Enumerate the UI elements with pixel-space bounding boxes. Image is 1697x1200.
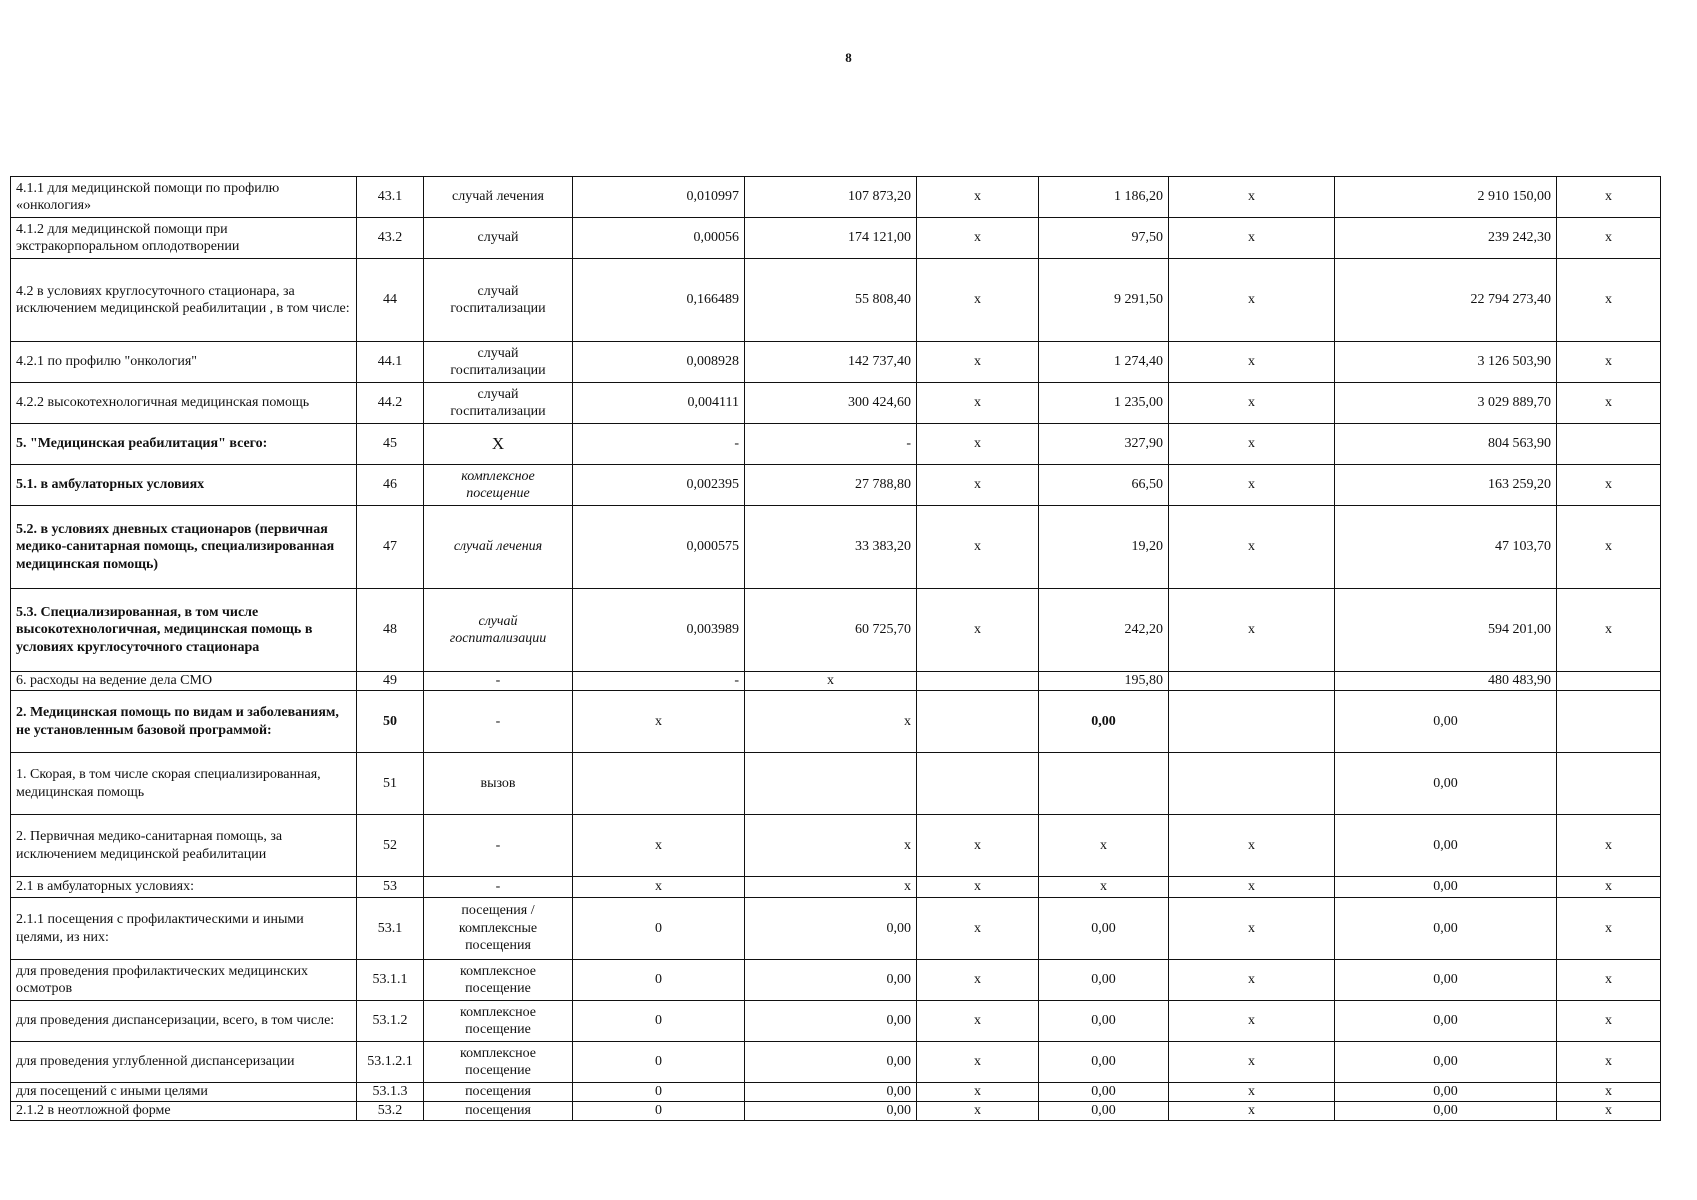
row-col-8 <box>1169 672 1335 691</box>
row-name: 2.1.2 в неотложной форме <box>11 1102 357 1121</box>
row-unit: случай госпитализации <box>424 259 573 342</box>
row-col-8: х <box>1169 218 1335 259</box>
table-row <box>11 1102 1661 1121</box>
row-col-10 <box>1557 672 1661 691</box>
table-row <box>11 960 1661 1001</box>
row-unit: - <box>424 691 573 753</box>
row-code: 52 <box>357 815 424 877</box>
row-col-8: х <box>1169 898 1335 960</box>
row-per-capita: 0,00 <box>1039 691 1169 753</box>
row-name: 5.1. в амбулаторных условиях <box>11 465 357 506</box>
row-code: 44 <box>357 259 424 342</box>
row-norm-volume <box>573 753 745 815</box>
row-name: для проведения углубленной диспансеризации <box>11 1042 357 1083</box>
row-code: 53.1.2 <box>357 1001 424 1042</box>
table-row <box>11 259 1661 342</box>
row-code: 44.1 <box>357 342 424 383</box>
row-col-10: х <box>1557 1001 1661 1042</box>
row-col-10: х <box>1557 589 1661 672</box>
row-total-cost: 0,00 <box>1335 1083 1557 1102</box>
row-col-8: х <box>1169 960 1335 1001</box>
row-col-6 <box>917 672 1039 691</box>
row-unit-cost: 55 808,40 <box>745 259 917 342</box>
row-code: 53.2 <box>357 1102 424 1121</box>
row-total-cost: 3 029 889,70 <box>1335 383 1557 424</box>
table-row <box>11 898 1661 960</box>
row-code: 51 <box>357 753 424 815</box>
table-row <box>11 383 1661 424</box>
row-norm-volume: - <box>573 424 745 465</box>
row-col-8: х <box>1169 1042 1335 1083</box>
row-unit: - <box>424 877 573 898</box>
row-col-6: х <box>917 589 1039 672</box>
row-unit-cost: 33 383,20 <box>745 506 917 589</box>
row-norm-volume: 0,003989 <box>573 589 745 672</box>
row-col-10: х <box>1557 877 1661 898</box>
row-unit-cost: 0,00 <box>745 1001 917 1042</box>
row-per-capita: 9 291,50 <box>1039 259 1169 342</box>
row-col-10: х <box>1557 465 1661 506</box>
row-per-capita: 19,20 <box>1039 506 1169 589</box>
row-norm-volume: 0,008928 <box>573 342 745 383</box>
row-col-8: х <box>1169 465 1335 506</box>
row-name: 2. Первичная медико-санитарная помощь, за исключением медицинской реабилитации <box>11 815 357 877</box>
row-col-6: х <box>917 342 1039 383</box>
row-col-6: х <box>917 383 1039 424</box>
row-col-6: х <box>917 218 1039 259</box>
row-norm-volume: 0,000575 <box>573 506 745 589</box>
row-unit-cost: 107 873,20 <box>745 177 917 218</box>
row-name: 5. "Медицинская реабилитация" всего: <box>11 424 357 465</box>
row-name: 1. Скорая, в том числе скорая специализированная, медицинская помощь <box>11 753 357 815</box>
row-col-8: х <box>1169 506 1335 589</box>
table-row <box>11 342 1661 383</box>
row-norm-volume: 0 <box>573 898 745 960</box>
row-unit-cost: 0,00 <box>745 1102 917 1121</box>
row-col-8: х <box>1169 1083 1335 1102</box>
row-per-capita: 1 186,20 <box>1039 177 1169 218</box>
row-norm-volume: х <box>573 691 745 753</box>
row-name: 5.2. в условиях дневных стационаров (первичная медико-санитарная помощь, специализированная медицинская помощь) <box>11 506 357 589</box>
row-code: 53.1.1 <box>357 960 424 1001</box>
row-per-capita: 97,50 <box>1039 218 1169 259</box>
row-name: 2. Медицинская помощь по видам и заболеваниям, не установленным базовой программой: <box>11 691 357 753</box>
row-per-capita: 0,00 <box>1039 1083 1169 1102</box>
table-row <box>11 506 1661 589</box>
row-norm-volume: 0,00056 <box>573 218 745 259</box>
row-unit: случай госпитализации <box>424 342 573 383</box>
row-name: для посещений с иными целями <box>11 1083 357 1102</box>
row-col-6: х <box>917 1001 1039 1042</box>
row-unit: - <box>424 672 573 691</box>
row-name: для проведения профилактических медицинских осмотров <box>11 960 357 1001</box>
row-unit-cost: 60 725,70 <box>745 589 917 672</box>
row-col-8: х <box>1169 1001 1335 1042</box>
row-per-capita: 0,00 <box>1039 898 1169 960</box>
row-code: 44.2 <box>357 383 424 424</box>
table-row <box>11 877 1661 898</box>
row-unit: случай <box>424 218 573 259</box>
row-per-capita: 195,80 <box>1039 672 1169 691</box>
row-code: 50 <box>357 691 424 753</box>
row-col-10: х <box>1557 1102 1661 1121</box>
row-col-8: х <box>1169 877 1335 898</box>
row-col-8: х <box>1169 815 1335 877</box>
table-row <box>11 753 1661 815</box>
row-code: 53 <box>357 877 424 898</box>
row-total-cost: 239 242,30 <box>1335 218 1557 259</box>
table-row <box>11 1042 1661 1083</box>
row-norm-volume: 0 <box>573 1102 745 1121</box>
row-col-6: х <box>917 424 1039 465</box>
row-unit: посещения <box>424 1083 573 1102</box>
row-unit-cost <box>745 753 917 815</box>
row-col-10: х <box>1557 815 1661 877</box>
row-col-6: х <box>917 259 1039 342</box>
row-unit: комплексное посещение <box>424 1042 573 1083</box>
row-unit: посещения <box>424 1102 573 1121</box>
row-unit-cost: х <box>745 877 917 898</box>
row-col-10: х <box>1557 342 1661 383</box>
row-per-capita: 0,00 <box>1039 960 1169 1001</box>
table-row <box>11 465 1661 506</box>
row-total-cost: 0,00 <box>1335 960 1557 1001</box>
row-code: 45 <box>357 424 424 465</box>
row-code: 48 <box>357 589 424 672</box>
row-code: 43.2 <box>357 218 424 259</box>
row-unit: случай лечения <box>424 506 573 589</box>
row-total-cost: 0,00 <box>1335 877 1557 898</box>
row-col-6 <box>917 753 1039 815</box>
row-col-10 <box>1557 753 1661 815</box>
row-name: 4.2.2 высокотехнологичная медицинская помощь <box>11 383 357 424</box>
row-code: 46 <box>357 465 424 506</box>
row-col-6: х <box>917 898 1039 960</box>
row-col-8: х <box>1169 342 1335 383</box>
row-name: 2.1 в амбулаторных условиях: <box>11 877 357 898</box>
row-col-10: х <box>1557 1042 1661 1083</box>
row-total-cost: 0,00 <box>1335 898 1557 960</box>
row-code: 53.1.3 <box>357 1083 424 1102</box>
row-unit-cost: 142 737,40 <box>745 342 917 383</box>
row-total-cost: 0,00 <box>1335 753 1557 815</box>
row-norm-volume: х <box>573 815 745 877</box>
table-row <box>11 672 1661 691</box>
row-total-cost: 47 103,70 <box>1335 506 1557 589</box>
row-total-cost: 480 483,90 <box>1335 672 1557 691</box>
row-unit: - <box>424 815 573 877</box>
row-per-capita: 1 274,40 <box>1039 342 1169 383</box>
row-unit-cost: 300 424,60 <box>745 383 917 424</box>
row-name: 5.3. Специализированная, в том числе высокотехнологичная, медицинская помощь в условиях круглосуточного стационара <box>11 589 357 672</box>
row-unit: случай госпитализации <box>424 383 573 424</box>
row-col-6: х <box>917 177 1039 218</box>
data-table <box>10 176 1661 1121</box>
row-col-6: х <box>917 506 1039 589</box>
row-col-8: х <box>1169 177 1335 218</box>
row-unit-cost: 0,00 <box>745 1042 917 1083</box>
row-name: 4.1.2 для медицинской помощи при экстракорпоральном оплодотворении <box>11 218 357 259</box>
row-unit: комплексное посещение <box>424 960 573 1001</box>
row-col-8: х <box>1169 1102 1335 1121</box>
table-row <box>11 691 1661 753</box>
row-unit: случай лечения <box>424 177 573 218</box>
row-per-capita: 66,50 <box>1039 465 1169 506</box>
row-norm-volume: - <box>573 672 745 691</box>
row-unit-cost: 0,00 <box>745 1083 917 1102</box>
row-total-cost: 3 126 503,90 <box>1335 342 1557 383</box>
row-norm-volume: 0,002395 <box>573 465 745 506</box>
row-col-10: х <box>1557 506 1661 589</box>
row-total-cost: 804 563,90 <box>1335 424 1557 465</box>
row-norm-volume: 0 <box>573 1001 745 1042</box>
row-unit-cost: х <box>745 691 917 753</box>
row-col-6: х <box>917 815 1039 877</box>
row-unit-cost: х <box>745 672 917 691</box>
row-name: 4.2 в условиях круглосуточного стационара, за исключением медицинской реабилитации , в том числе: <box>11 259 357 342</box>
row-total-cost: 0,00 <box>1335 1102 1557 1121</box>
row-norm-volume: 0 <box>573 1083 745 1102</box>
row-col-6 <box>917 691 1039 753</box>
row-total-cost: 0,00 <box>1335 691 1557 753</box>
page-number: 8 <box>845 50 852 65</box>
row-total-cost: 22 794 273,40 <box>1335 259 1557 342</box>
row-col-6: х <box>917 1042 1039 1083</box>
row-norm-volume: 0 <box>573 1042 745 1083</box>
row-total-cost: 0,00 <box>1335 1042 1557 1083</box>
row-per-capita: 0,00 <box>1039 1042 1169 1083</box>
row-col-10 <box>1557 691 1661 753</box>
row-unit-cost: - <box>745 424 917 465</box>
row-norm-volume: х <box>573 877 745 898</box>
row-col-6: х <box>917 1083 1039 1102</box>
row-col-8 <box>1169 691 1335 753</box>
row-unit: вызов <box>424 753 573 815</box>
row-name: 4.1.1 для медицинской помощи по профилю «онкология» <box>11 177 357 218</box>
row-norm-volume: 0,166489 <box>573 259 745 342</box>
row-per-capita: 0,00 <box>1039 1102 1169 1121</box>
row-per-capita: 0,00 <box>1039 1001 1169 1042</box>
row-unit-cost: х <box>745 815 917 877</box>
row-per-capita: х <box>1039 877 1169 898</box>
row-code: 47 <box>357 506 424 589</box>
row-total-cost: 2 910 150,00 <box>1335 177 1557 218</box>
table-row <box>11 1083 1661 1102</box>
row-col-8: х <box>1169 589 1335 672</box>
row-unit-cost: 174 121,00 <box>745 218 917 259</box>
row-unit-cost: 0,00 <box>745 898 917 960</box>
row-unit-cost: 0,00 <box>745 960 917 1001</box>
row-col-8: х <box>1169 424 1335 465</box>
row-per-capita: 1 235,00 <box>1039 383 1169 424</box>
row-code: 43.1 <box>357 177 424 218</box>
row-norm-volume: 0,010997 <box>573 177 745 218</box>
row-col-6: х <box>917 465 1039 506</box>
row-unit-cost: 27 788,80 <box>745 465 917 506</box>
row-unit: случай госпитализации <box>424 589 573 672</box>
row-norm-volume: 0,004111 <box>573 383 745 424</box>
row-code: 49 <box>357 672 424 691</box>
row-per-capita <box>1039 753 1169 815</box>
table-row <box>11 424 1661 465</box>
row-code: 53.1 <box>357 898 424 960</box>
row-col-10: х <box>1557 383 1661 424</box>
row-col-10: х <box>1557 898 1661 960</box>
row-total-cost: 594 201,00 <box>1335 589 1557 672</box>
row-col-6: х <box>917 960 1039 1001</box>
row-total-cost: 0,00 <box>1335 815 1557 877</box>
row-col-10 <box>1557 424 1661 465</box>
table-row <box>11 589 1661 672</box>
row-code: 53.1.2.1 <box>357 1042 424 1083</box>
row-col-10: х <box>1557 177 1661 218</box>
row-name: 4.2.1 по профилю "онкология" <box>11 342 357 383</box>
row-col-10: х <box>1557 960 1661 1001</box>
table-row <box>11 815 1661 877</box>
table-row <box>11 218 1661 259</box>
row-name: для проведения диспансеризации, всего, в том числе: <box>11 1001 357 1042</box>
row-col-6: х <box>917 877 1039 898</box>
row-col-8: х <box>1169 383 1335 424</box>
row-col-10: х <box>1557 259 1661 342</box>
row-name: 2.1.1 посещения с профилактическими и иными целями, из них: <box>11 898 357 960</box>
row-col-10: х <box>1557 1083 1661 1102</box>
row-unit: Х <box>424 424 573 465</box>
row-col-10: х <box>1557 218 1661 259</box>
row-col-8 <box>1169 753 1335 815</box>
row-col-6: х <box>917 1102 1039 1121</box>
table-row <box>11 1001 1661 1042</box>
row-total-cost: 163 259,20 <box>1335 465 1557 506</box>
row-col-8: х <box>1169 259 1335 342</box>
row-unit: комплексное посещение <box>424 1001 573 1042</box>
row-total-cost: 0,00 <box>1335 1001 1557 1042</box>
row-unit: посещения / комплексные посещения <box>424 898 573 960</box>
row-norm-volume: 0 <box>573 960 745 1001</box>
row-per-capita: 327,90 <box>1039 424 1169 465</box>
row-per-capita: 242,20 <box>1039 589 1169 672</box>
row-name: 6. расходы на ведение дела СМО <box>11 672 357 691</box>
row-per-capita: х <box>1039 815 1169 877</box>
table-row <box>11 177 1661 218</box>
row-unit: комплексное посещение <box>424 465 573 506</box>
